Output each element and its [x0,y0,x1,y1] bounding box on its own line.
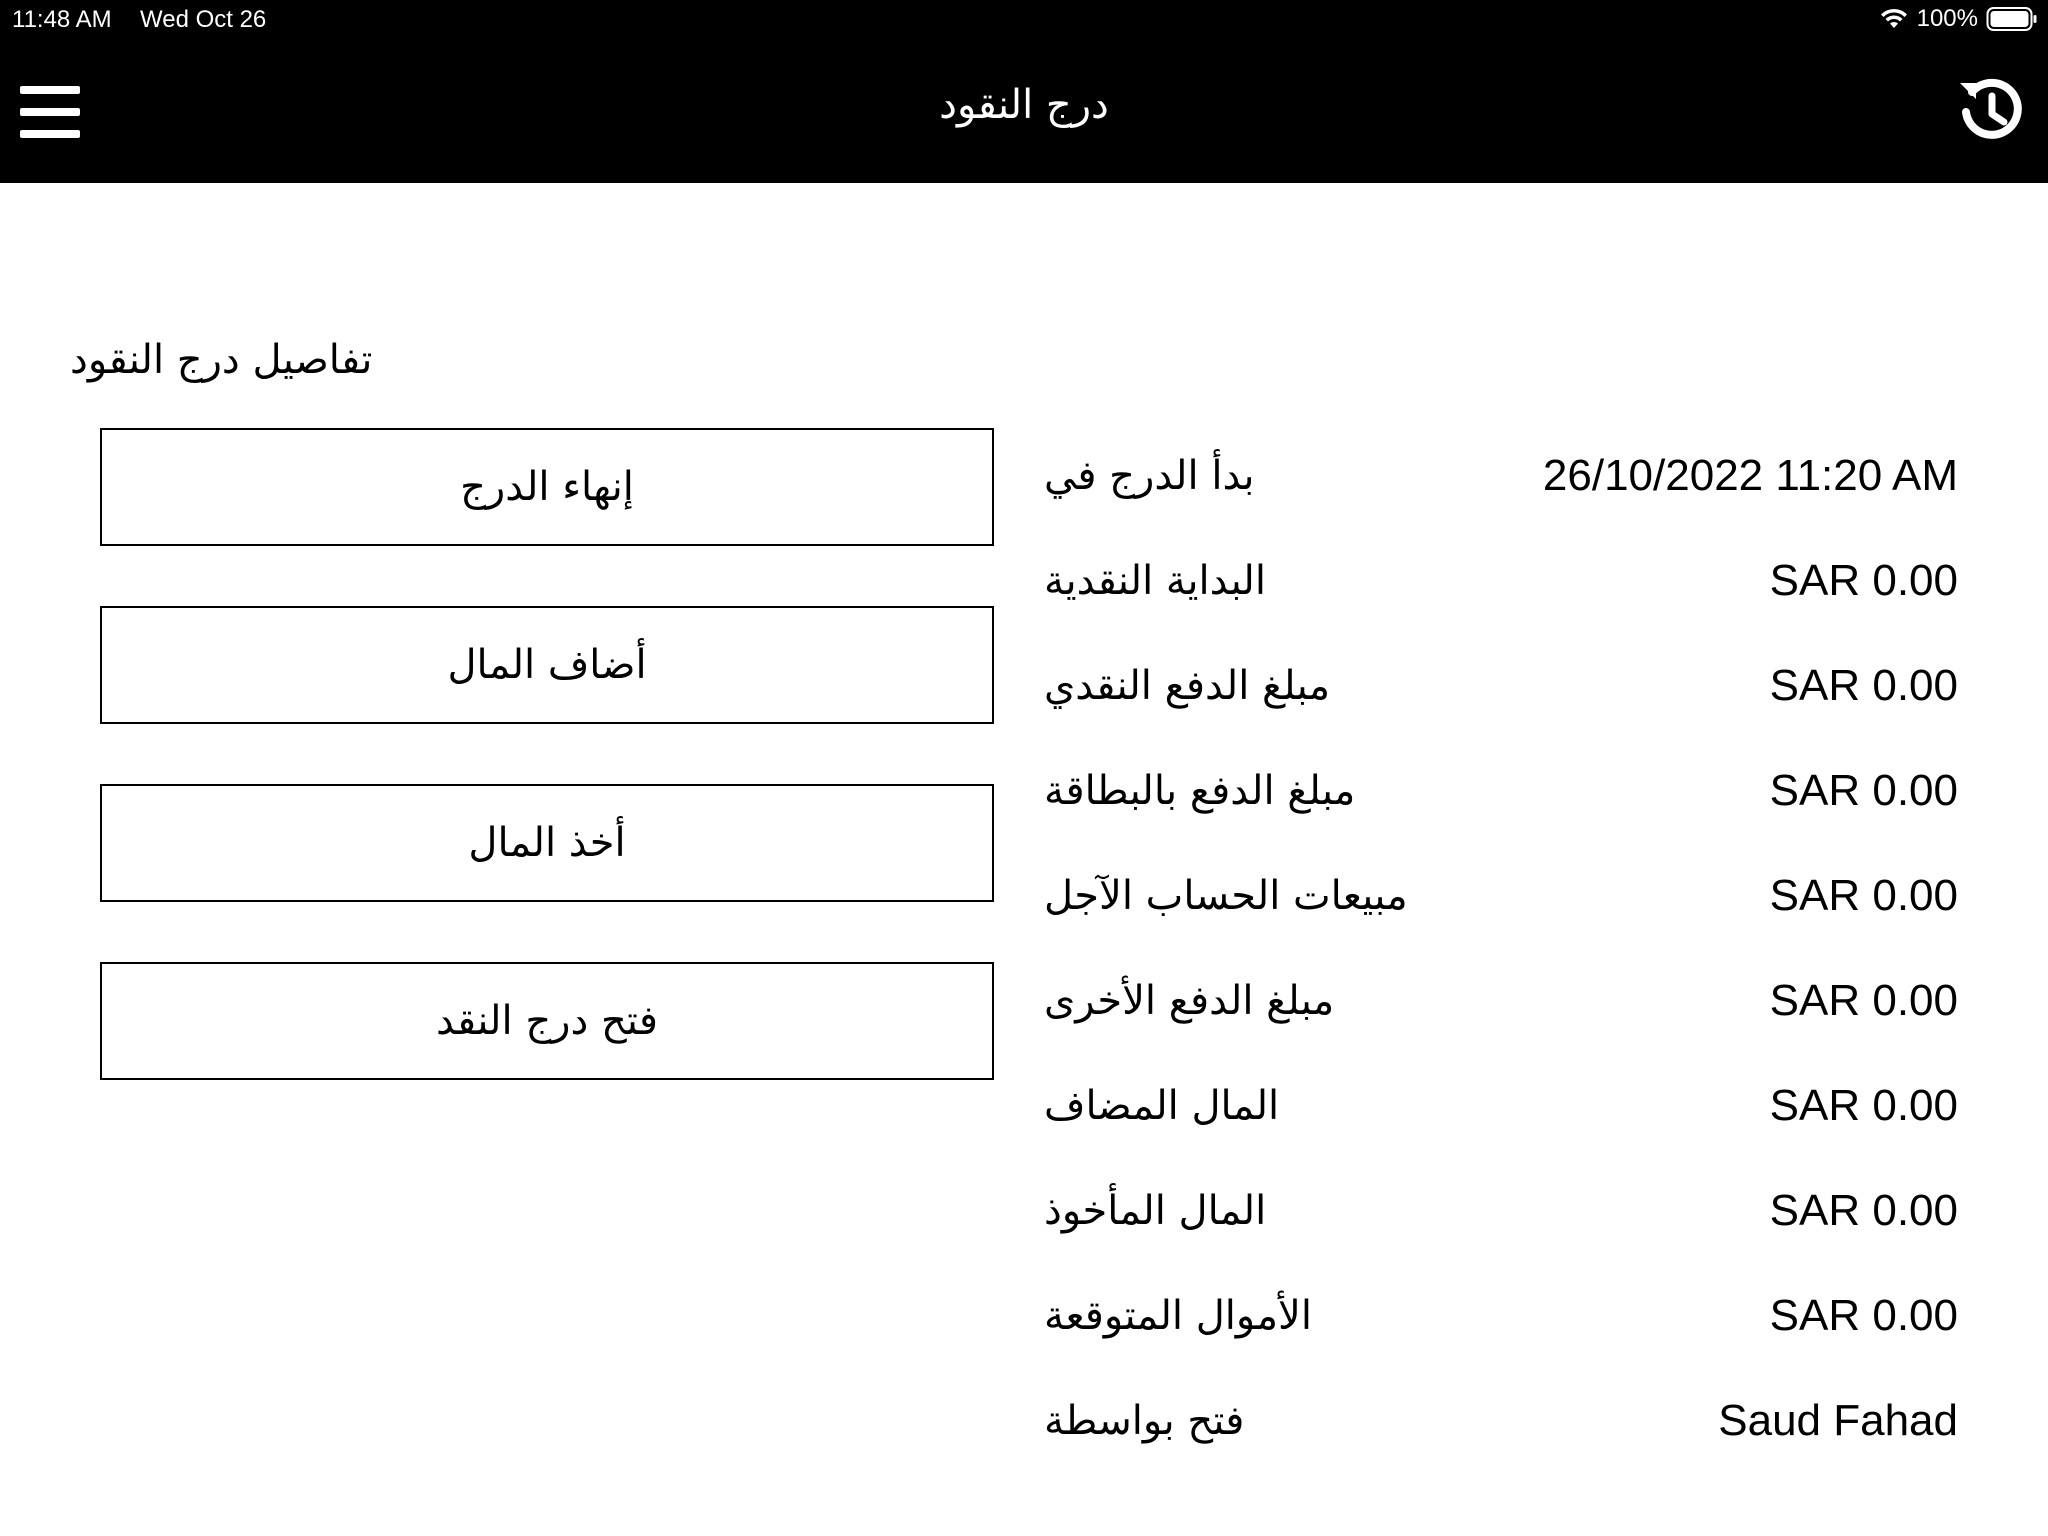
detail-label: مبلغ الدفع بالبطاقة [1044,768,1356,814]
detail-label: مبيعات الحساب الآجل [1044,873,1408,919]
actions-panel [100,428,994,1140]
take-money-button[interactable]: أخذ المال [100,784,994,902]
detail-value: SAR 0.00 [1769,1291,1958,1340]
status-time: 11:48 AM [12,6,112,33]
detail-label: مبلغ الدفع الأخرى [1044,978,1335,1024]
add-money-button[interactable]: أضاف المال [100,606,994,724]
detail-label: البداية النقدية [1044,558,1266,604]
detail-label: بدأ الدرج في [1044,453,1255,499]
detail-row-started-at [1044,438,1958,543]
detail-row-starting-cash [1044,543,1958,648]
detail-value: SAR 0.00 [1769,556,1958,605]
detail-value: 26/10/2022 11:20 AM [1542,451,1958,500]
detail-value: SAR 0.00 [1769,1081,1958,1130]
detail-label: مبلغ الدفع النقدي [1044,663,1331,709]
status-indicators [1879,5,2038,33]
detail-row-card-payments [1044,753,1958,858]
detail-row-expected-money [1044,1278,1958,1383]
detail-label: الأموال المتوقعة [1044,1293,1312,1339]
detail-value: SAR 0.00 [1769,1186,1958,1235]
wifi-icon [1879,7,1909,31]
detail-label: المال المأخوذ [1044,1188,1267,1234]
detail-label: المال المضاف [1044,1083,1280,1129]
end-drawer-button[interactable]: إنهاء الدرج [100,428,994,546]
detail-row-money-taken [1044,1173,1958,1278]
detail-row-cash-payments [1044,648,1958,753]
status-date: Wed Oct 26 [140,6,267,33]
detail-value: SAR 0.00 [1769,766,1958,815]
page-title: درج النقود [939,82,1109,128]
battery-percent: 100% [1916,5,1978,32]
detail-row-opened-by [1044,1383,1958,1488]
detail-row-other-payments [1044,963,1958,1068]
history-icon[interactable] [1950,70,2030,150]
nav-bar [0,40,2048,183]
open-cash-drawer-button[interactable]: فتح درج النقد [100,962,994,1080]
detail-row-money-added [1044,1068,1958,1173]
drawer-details [1044,438,1958,1488]
section-title: تفاصيل درج النقود [70,337,373,383]
detail-value: SAR 0.00 [1769,871,1958,920]
detail-value: Saud Fahad [1718,1396,1958,1445]
detail-label: فتح بواسطة [1044,1398,1245,1444]
detail-value: SAR 0.00 [1769,661,1958,710]
detail-row-credit-sales [1044,858,1958,963]
status-bar [0,0,2048,40]
battery-icon [1986,6,2038,32]
detail-value: SAR 0.00 [1769,976,1958,1025]
